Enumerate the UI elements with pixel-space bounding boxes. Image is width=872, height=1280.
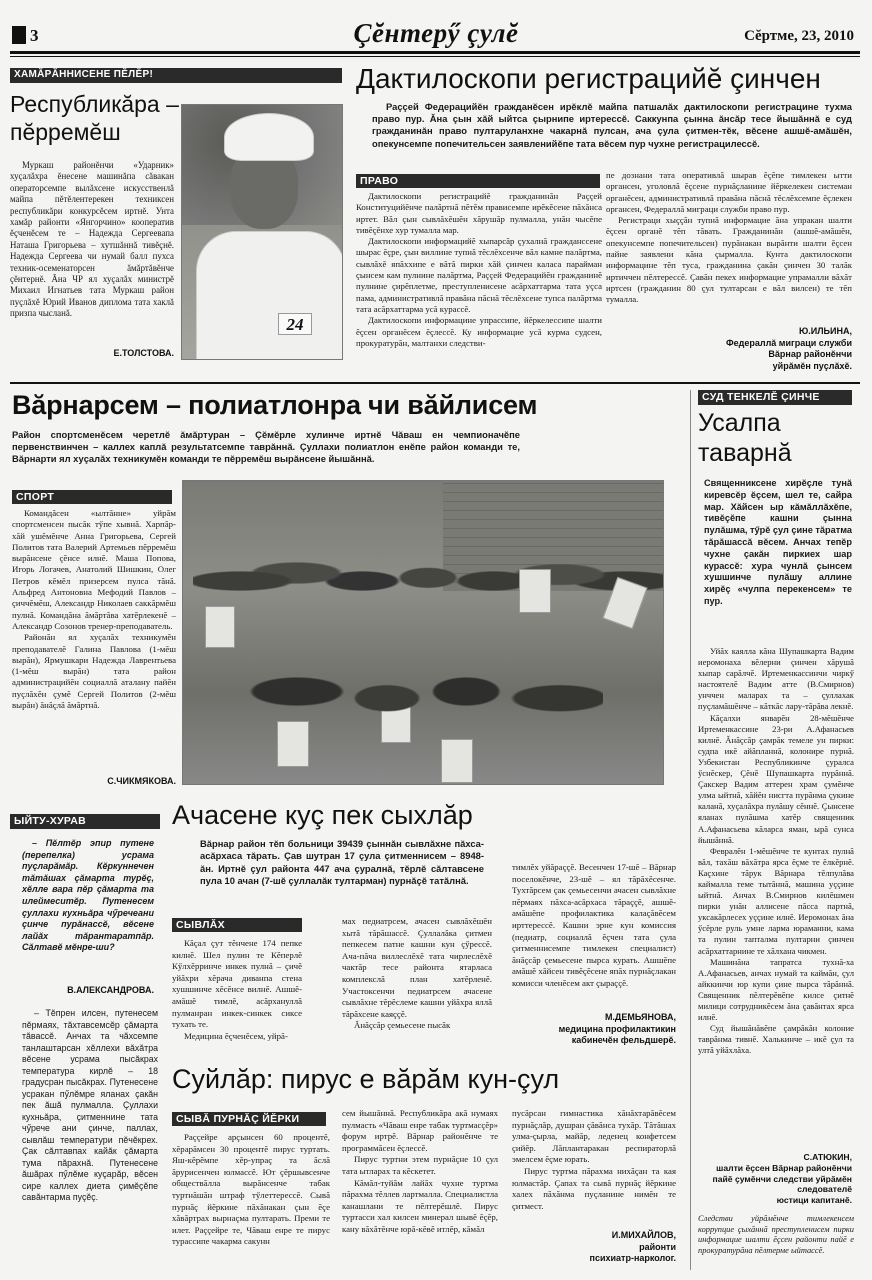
page-number: 3 — [30, 26, 39, 45]
rubric-tag: ЫЙТУ-ХУРАВ — [10, 814, 160, 829]
author-position: психиатр-нарколог. — [589, 1253, 676, 1263]
paragraph: Суд йышăнăвĕпе çамрăкăн колоние таврăнма тивнĕ. Халькинче – икĕ çул та ултă уйăхлăха. — [698, 1023, 854, 1056]
article-headline: Усалпа таварнă — [698, 409, 792, 467]
paragraph: Уйăх каялла кăна Шупашкарта Вадим иеромонаха вĕлерни çинчен хăрушă хыпар сарăлчĕ. Иртеменкассинчи чиркӳ настоятелĕ Вадим атте (В.Смирнов) унччен маларах та – çуллахак пуçламăшĕнче – кăткăс лару-тăрăва лекнĕ. — [698, 646, 854, 712]
article-column-2 — [606, 170, 852, 306]
article-body — [12, 508, 176, 711]
author-name: М.ДЕМЬЯНОВА, — [604, 1012, 676, 1022]
author-position: шалти ĕçсен Вăрнар районĕнчи — [716, 1162, 852, 1173]
paragraph: Кăçал çут тĕнчене 174 пепке килнĕ. Шел пулин те Кĕперлĕ Кӳлхĕрринче инкек пулнă – çичĕ уйăхри хĕрача диванпа стена хушшинче хĕсĕнсе вилнĕ. Ашшĕ-амăшĕ тимлĕ, асăрхануллă пулманран инкек-синкек сиксе тухать те. — [172, 938, 302, 1030]
paragraph: Районăн ял хуçалăх техникумĕн преподавателĕ Галина Павлова (1-мĕш вырăн), Ярмушкари Надежда Лаврентьева (1-мĕш вырăн) тата район администрацийĕн социаллă аталану пайĕн пуçлăхĕн çумĕ Сергей Политов (2-мĕш вырăн) ăнăçлă ăмăртнă. — [12, 632, 176, 711]
team-members-front-row — [243, 651, 603, 785]
paragraph: тимлĕх уйăраççĕ. Весенчен 17-шĕ – Вăрнар поселокĕнче, 23-шĕ – ял тăрăхĕсенче. Тухтăрсем çак çемьесенчи ачасен сывлăхне пĕрмаях пăхса-асăрхаса тăраççĕ, ашшĕ-амăшĕпе профилактика калаçăвĕсем ирттерессĕ. Кашни эрне кун комиссия (педиатр, социаллă ĕçчен тата çула çитменнисемпе тимлекен специалист) ăнăçсăр çемьесене пырса курать. Ашшĕпе амăшĕ хăйсен тивĕçĕсене япăх пурнăçлакан комисси членĕсем акт çыраççĕ. — [512, 862, 676, 988]
author-name: С.АТЮКИН, — [803, 1152, 852, 1162]
white-cap — [224, 113, 314, 161]
author-position: юстици капитанĕ. — [776, 1195, 852, 1206]
article-column-1 — [172, 938, 302, 1042]
author-name: И.МИХАЙЛОВ, — [611, 1230, 676, 1240]
article-column-2 — [342, 916, 492, 1032]
rubric-tag: СЫВЛĂХ — [172, 918, 302, 932]
rubric-tag: ПРАВО — [356, 174, 600, 188]
author-position: кабинечĕн фельдшерĕ. — [571, 1035, 676, 1045]
paragraph: Регистраци хыççăн тупнă информацие ăна упракан шалти ĕçсен органĕ тĕп тăвать. Гражданинăн (ашшĕ-амăшĕн, опекунсемпе попечительсен) пурăнакан вырăнти шалти ĕçсен пайне заявлени кăна çырмалла. Кунта дактилоскопи информацине тĕп туса, гражданина çакăн çинчен 30 талăк иртиччен пĕлтерессĕ. Çавăн пекех информацие упрамалли вăхăт иртсен (гражданин 80 çул тултарсан е вăл вилсен) те тĕп тумалла. — [606, 215, 852, 305]
author-position: медицина профилактикин — [558, 1023, 676, 1034]
rubric-tag: СПОРТ — [12, 490, 172, 504]
newspaper-title: Çĕнтерӳ çулĕ — [353, 18, 519, 48]
paragraph: Кăмăл-туйăм лайăх чухне туртма пăрахма тĕллев лартмалла. Специалистла канашлани те пĕлтерĕшлĕ. Пирус туртасси хал килсен минерал шывĕ ĕçĕр, кану вăхăтĕнче юрă-кĕвĕ итлĕр, кăмăл — [342, 1177, 498, 1234]
paragraph: Командăсен «ылтăнне» уйрăм спортсменсен пысăк тӳпе хывнă. Харпăр-хăй ушĕмĕнче Анна Григорьева, Сергей Политов тата Валерий Артемьев пĕрремĕш вырăнсене çĕнсе илнĕ. Маша Попова, Игорь Логачев, Анатолий Шишкин, Олег Петров кĕмĕл призерсем пулса тăнă. Альфред Антоновна Мефодий Павлов – çиччĕмĕш, Александр Николаев саккăрмĕш пулнă. Командăна ăмăртăва хатĕрлекенĕ – Александр Созонов тренер-преподаватель. — [12, 508, 176, 631]
paragraph: Пирус туртма пăрахма нихăçан та кая юлмастăр. Çапах та сывă пурнăç йĕркине халех пăхăнма пуçланине нимĕн те çитмест. — [512, 1165, 676, 1211]
paragraph: Февралĕн 1-мĕшĕнче те кунтах пулнă вăл, тахăш вăхăтра ярса ĕçме те ĕлкĕрнĕ. Каçхине тăрук Вăрнара тĕлпулăва каймалла теме тытăннă, машина уççине ыйтнă. Анчах В.Смирнов килĕшмен пирки унăн аллисене пăсса партнă, уксакăрлесех уççине илнĕ. Иеромонах ăна ӳсĕрле руль умне ларма юраманни, кама та пулин тапталма пултарни çинчен асăрхаттарнине те хăлхана чикмен. — [698, 845, 854, 956]
article-lead: Раççей Федерацийĕн гражданĕсен ирĕклĕ майпа патшалăх дактилоскопи регистрацине тухма право пур. Ăна çын хăй ыйтса çырнипе иртерессĕ. Саккунпа çынна ăнсăр тесе йышăннă е суд гражданинăн право пултаруланхне чакарнă пулсан, ача çула çитмен-тĕк, вĕсене ашшĕ-амăшĕн, опекунсемпе попечительсен заявленийĕпе тата вĕсем пур чухне регистрацилессĕ. — [372, 101, 852, 149]
paragraph: Дактилоскопи регистрацийĕ гражданинăн Раççей Конституцийĕнче палăртнă пĕтĕм прависемпе ирĕкĕсене пăхăнса иртет. Вăл çын сывлăхĕшĕн хăрушăр пулмалла, унăн чысĕпе тивĕçĕнхе хур тумалла мар. — [356, 191, 602, 235]
team-members-back-row — [193, 501, 663, 661]
article-author — [698, 1152, 852, 1206]
article-headline: Республикăра – пĕрремĕш — [10, 91, 179, 145]
paragraph: Машинăна тапратса тухнă-ха А.Афанасьев, анчах нумай та каймăн, çул айккинчи юр купи çине пырса тăрăннă. Священник пĕлтерĕвĕпе килсе çитнĕ милици сотрудникĕсем ăна çавăнтах ярса илнĕ. — [698, 956, 854, 1023]
masthead-rule — [10, 51, 860, 54]
article-lead: Район спортсменĕсем черетлĕ ăмăртуран – Çĕмĕрле хулинче иртнĕ Чăваш ен чемпионачĕпе первенствинчен – каллех каплă результатсемпе таврăннă. Çуллахи полиатлон енĕпе район команди те, Вăрнарти ял хуçалăх техникумĕн команди те пĕрремĕш вырăнсене йышăннă. — [12, 429, 520, 465]
author-position: следователĕ — [797, 1184, 852, 1195]
paragraph: Пирус туртни этем пурнăçне 10 çул тата ытларах та кĕскетет. — [342, 1154, 498, 1176]
article-author — [512, 1012, 676, 1047]
paragraph: мах педиатрсем, ачасен сывлăхĕшĕн хытă тăрăшассĕ. Çуллалăка çитмен пепкесем патне кашни кун çӳрессĕ. Ача-пăча виллеслĕхĕ тата чирлеслĕхĕ чактăр тесе районта ятарласа комплекслă план хатĕрленĕ. Участоксенчи педиатрсем ачасене сывлăхне тĕрĕслеме кашни уйăхра яллă тăрăхсене каяççĕ. — [342, 916, 492, 1019]
article-column-1 — [356, 191, 602, 349]
issue-date: Сĕртме, 23, 2010 — [744, 28, 854, 44]
article-author — [512, 1230, 676, 1265]
paragraph: пусăрсан гимнастика хăнăхтарăвĕсем пурнăçлăр, душран çăвăнса тухăр. Тăтăшах улма-çырла, майăр, леденец конфетсем çийĕр. Лăплантаракан респираторлă эмелсем ĕçме юрать. — [512, 1108, 676, 1165]
article-headline: Суйлăр: пирус е вăрăм кун-çул — [172, 1064, 560, 1094]
section-divider — [10, 382, 860, 384]
article-headline: Ачасене куç пек сыхлăр — [172, 800, 473, 830]
diploma — [519, 569, 551, 613]
article-column-1: Раççейре арçынсен 60 процентĕ, хĕрарăмсен 30 процентĕ пирус туртать. Яш-кĕрĕмпе хĕр-упраç та ăслă ăрурисенчен юлмассĕ. Ют çĕршывсенче обществăлла вырăнсенче табак туртнăшăн штраф тӳлеттерессĕ. Сывă пурнăç йĕркине пăхăнакан çын ĕçе хăвăртрах вырнаçма пултарать. Преми те илет. Раççейре те, Чăваш енре те пирус турассипе чакарма сакунн — [172, 1132, 330, 1247]
column-divider — [690, 390, 691, 1270]
answer-text: – Тĕпрен илсен, путенесем пĕрмаях, тăхтавсемсĕр çăмарта тăвассĕ. Анчах та чăхсемпе танлаштарсан хĕллехи вăхăтра вĕсене усрама пысăкрах температура кирлĕ – 18 градусран пысăкрах. Путенесене усракан пӳлĕмре яланах çакăн пек ăшă пулмалла. Çуллахи кухньăра, çитменнине тата чӳрече ани çинче, паллах, сывлăш температури пĕчĕкрех. Çак сăлтавпах кайăк çăмарта тума пăрахнă. Путенесене ăшăрах пӳлĕме куçарăр, вĕсен сире каллех диета çимĕçĕпе савăнтарма пуçĕç. — [22, 1008, 158, 1202]
rubric-tag: ХАМĂРĂННИСЕНЕ ПĔЛĔР! — [10, 68, 342, 83]
article-lead: Священниксене хирĕçле тунă киревсĕр ĕçсем, шел те, сайра мар. Хăйсен ыр кăмăллăхĕпе, тивĕçĕпе кашни çынна пулăшма, тӳрĕ çул çине тăратма тăрăшассă вĕсем. Анчах тепĕр чухне çакăн пиркиех шар курассĕ: хура чунлă çынсем хушшинче пулăшу аллине хирĕç «чулпа перекенсем» те пур. — [704, 478, 852, 606]
article-headline: Дактилоскопи регистрацийĕ çинчен — [356, 63, 821, 94]
diploma — [205, 606, 235, 648]
author-position: Вăрнар районĕнчи — [768, 349, 852, 359]
paragraph: пе дознани тата оперативлă шырав ĕçĕпе тимлекен ытти органсен, уголовлă ĕçсене пурнăçланине йĕркелекен системан органĕсен, административлă правăна пăснă тĕслĕхсемпе ĕçлекен органсен, Федераллă миграци служби право пур. — [606, 170, 852, 214]
author-position: Федераллă миграци служби — [725, 337, 852, 348]
author-name: Ю.ИЛЬИНА, — [798, 326, 852, 336]
article-headline: Вăрнарсем – полиатлонра чи вăйлисем — [12, 390, 538, 420]
masthead-rule-thin — [10, 56, 860, 57]
article-body: Муркаш районĕнчи «Ударник» хуçалăхра ĕнесене машинăпа сăвакан операторсемпе вылăхсене искусственлă майпа пĕтĕлентерекен техниксен республикăри конкурсĕсем иртнĕ. Унта хамăр районти «Янгорчино» кооператив ĕçченĕсем те – Надежда Сергеевапа Наташа Григорьева – хутшăннă тивĕçнĕ. Надежда Сергеева чи нумай балл пухса техник-осеменаторсен ăмăртăвĕнче çĕнтернĕ. Ăна ЧР ял хуçалăх министрĕ Михаил Игнатьев тата Муркаш район пуçлăхĕ Юрий Иванов диплома тата хаклă призпа чысланă. — [10, 160, 174, 319]
article-footnote: Следстви уйрăмĕнче тимлекенсем коррупцие çыхăннă преступленисем пирки информацие шалти ĕçсен районти пайĕ е прокуратурăна пĕлтерме ыйтассĕ. — [698, 1214, 854, 1255]
article-author: Е.ТОЛСТОВА. — [113, 348, 174, 358]
rubric-tag: СЫВĂ ПУРНĂÇ ЙĔРКИ — [172, 1112, 326, 1126]
paragraph: Дактилоскопи информацийĕ хыпарсăр çухалнă гражданссене шырас ĕçре, çын виллине тупнă тĕслĕхсенче вăл камне палăртма, сывлăхĕ япăххипе е вăтă пирки хăй çинчен каласа парайман çынсем кам пулнине палăртма, Раççей Федерацийĕн гражданинĕ пулнине çирĕплетме, преступленисене асăрхаттарма тата уçса пама, административлă правăна пăснă тĕслĕхсене тупса палăртма тата асăрхаттарма усă курассĕ. — [356, 236, 602, 314]
question-author: В.АЛЕКСАНДРОВА. — [67, 985, 154, 995]
article-author: С.ЧИКМЯКОВА. — [107, 776, 176, 786]
portrait-photo — [181, 104, 343, 360]
author-position: пайĕ çумĕнчи следстви уйрăмĕн — [712, 1173, 852, 1184]
article-column-2 — [342, 1108, 498, 1236]
paragraph: Кăçалхи январĕн 28-мĕшĕнче Иртеменкассине 23-ри А.Афанасьев килнĕ. Ăнăçсăр çамрăк темеле ун пирки: судпа икĕ айăпланнă, колонире пурнă. Узбекистан Республикинче çуралса ӳснĕскер, Çĕнĕ Шупашкарта пурăннă. Çакскер Вадим аттерен храм çумĕнче улмa ыйтнă, хăйĕн нисгта пурăнма çукине каланă, хуçалăхра пулăшу сĕннĕ. Çынсене яланах пулăшма хатĕр священник А.Афанасьева кăларса яман, ырă сунса йышăннă. — [698, 712, 854, 845]
article-author — [606, 326, 852, 372]
team-group-photo — [182, 480, 664, 785]
paragraph: Ăнăçсăр çемьесене пысăк — [354, 1020, 451, 1031]
reader-question: – Пĕлтĕр эпир путене (перепелка) усрама пуçларăмăр. Кĕркуннечен тăтăшах çăмарта турĕç, хĕлле вара пĕр çăмарта та илеймеситĕр. Путенесем çуллахи кухньăра чӳречеани çинче пурăнассĕ, вĕсене лайăх тăрантаратпăр. Сăлтавĕ мĕнре-ши? — [22, 838, 154, 953]
paragraph: Дактилоскопи информацине упрассипе, йĕркелессипе шалти ĕçсен органĕсем ĕçлессĕ. Ку информацие усă курма судсен, прокуратурăн, малтанхи следстви- — [356, 315, 602, 348]
author-position: районти — [639, 1241, 676, 1252]
article-lead: Вăрнар район тĕп больници 39439 çыннăн сывлăхне пăхса-асăрхаса тăрать. Çав шутран 17 çула çитменнисем – 8948-ăн. Иртнĕ çул районта 447 ача çуралнă, тĕрлĕ сăлтавсене пула 10 ачан (7-шĕ çуллалăк тултарман) пурнăçĕ татăлнă. — [200, 838, 484, 887]
article-column-3 — [512, 1108, 676, 1212]
white-coat — [196, 231, 343, 360]
paragraph: сем йышăннă. Республикăра акă нумаях пулмасть «Чăваш енре табак туртмасçĕр» форум иртрĕ. Вăрнар районĕнче те программăсен ĕçлессĕ. — [342, 1108, 498, 1153]
rubric-tag: СУД ТЕНКЕЛĔ ÇИНЧЕ — [698, 390, 852, 405]
author-position: уйрăмĕн пуçлăхĕ. — [772, 360, 852, 371]
race-number: 24 — [278, 313, 312, 335]
paragraph: Медицина ĕçченĕсем, уйрă- — [184, 1030, 288, 1041]
article-body — [698, 646, 854, 1056]
article-column-3 — [512, 862, 676, 990]
